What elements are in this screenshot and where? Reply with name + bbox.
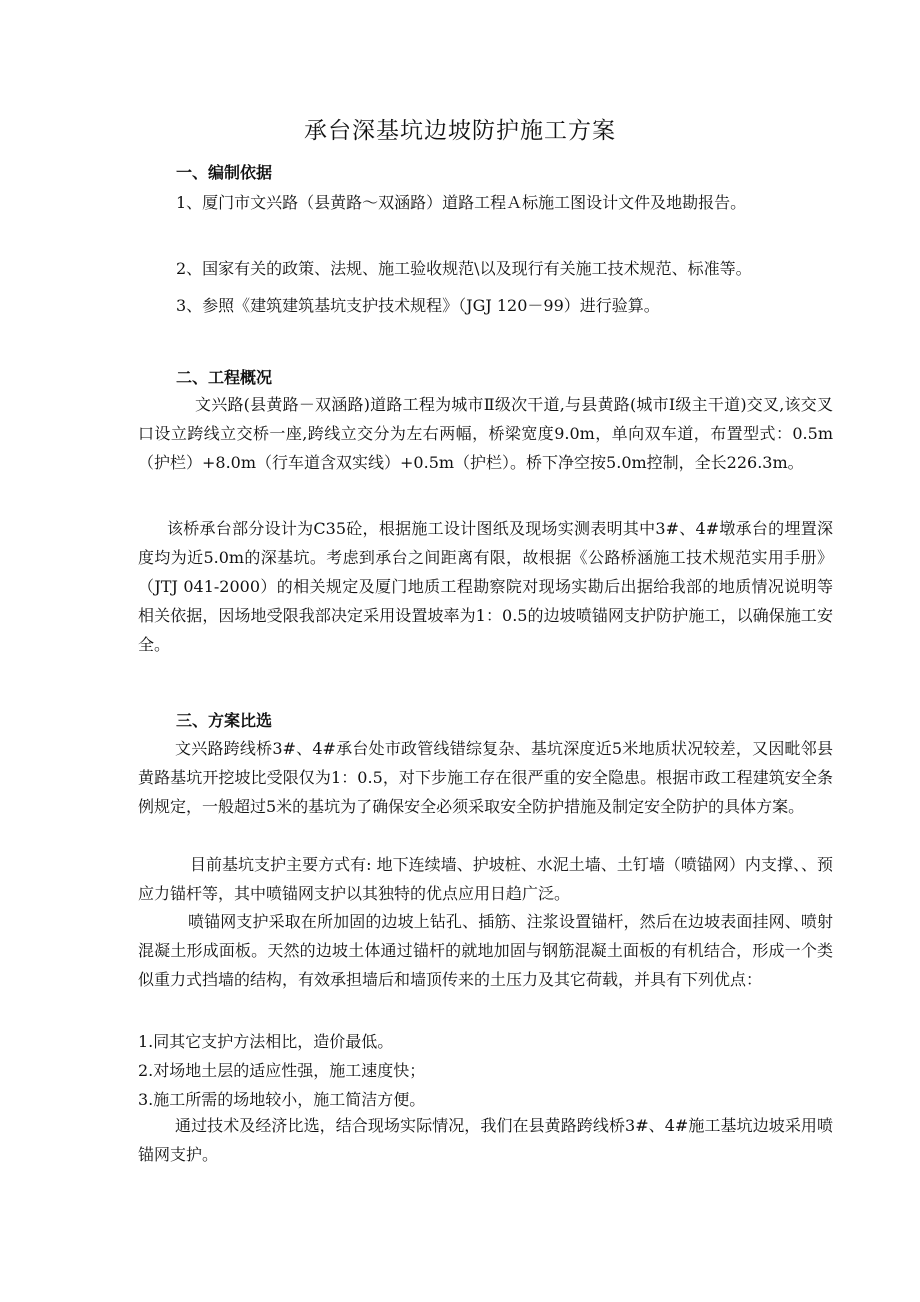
section-1-heading: 一、编制依据 [176, 163, 273, 182]
advantage-item-1: 1.同其它支护方法相比，造价最低。 [138, 1032, 394, 1051]
section-2-heading: 二、工程概况 [176, 368, 273, 387]
document-title: 承台深基坑边坡防护施工方案 [304, 118, 616, 144]
section-2-paragraph-2: 该桥承台部分设计为C35砼，根据施工设计图纸及现场实测表明其中3#、4#墩承台的埋置深度均为近5.0m的深基坑。考虑到承台之间距离有限，故根据《公路桥涵施工技术规范实用手册》（JTJ 041-2000）的相关规定及厦门地质工程勘察院对现场实勘后出据给我部的地质情况说明等相关依据，因场地受限我部决定采用设置坡率为1：0.5的边坡喷锚网支护防护施工，以确保施工安全。 [138, 519, 833, 654]
section-2-paragraph-1: 文兴路(县黄路－双涵路)道路工程为城市Ⅱ级次干道,与县黄路(城市Ⅰ级主干道)交叉,该交叉口设立跨线立交桥一座,跨线立交分为左右两幅，桥梁宽度9.0m，单向双车道，布置型式：0.5m（护栏）+8.0m（行车道含双实线）+0.5m（护栏）。桥下净空按5.0m控制，全长226.3m。 [138, 395, 833, 472]
section-1-item-1: 1、厦门市文兴路（县黄路～双涵路）道路工程Ａ标施工图设计文件及地勘报告。 [176, 193, 747, 212]
section-1-item-2: 2、国家有关的政策、法规、施工验收规范\以及现行有关施工技术规范、标准等。 [176, 259, 752, 278]
section-3-heading: 三、方案比选 [176, 711, 273, 730]
section-3-paragraph-1: 文兴路跨线桥3#、4#承台处市政管线错综复杂、基坑深度近5米地质状况较差，又因毗邻县黄路基坑开挖坡比受限仅为1：0.5，对下步施工存在很严重的安全隐患。根据市政工程建筑安全条例规定，一般超过5米的基坑为了确保安全必须采取安全防护措施及制定安全防护的具体方案。 [138, 739, 833, 816]
advantage-item-2: 2.对场地土层的适应性强，施工速度快； [138, 1061, 426, 1080]
section-3-paragraph-2: 目前基坑支护主要方式有: 地下连续墙、护坡桩、水泥土墙、土钉墙（喷锚网）内支撑、、预应力锚杆等，其中喷锚网支护以其独特的优点应用日趋广泛。 [138, 855, 833, 903]
section-1-item-3: 3、参照《建筑建筑基坑支护技术规程》（JGJ 120－99）进行验算。 [176, 296, 660, 315]
section-3-conclusion: 通过技术及经济比选，结合现场实际情况，我们在县黄路跨线桥3#、4#施工基坑边坡采用喷锚网支护。 [138, 1116, 833, 1164]
advantage-item-3: 3.施工所需的场地较小，施工简洁方便。 [138, 1090, 426, 1109]
section-3-paragraph-3: 喷锚网支护采取在所加固的边坡上钻孔、插筋、注浆设置锚杆，然后在边坡表面挂网、喷射混凝土形成面板。天然的边坡土体通过锚杆的就地加固与钢筋混凝土面板的有机结合，形成一个类似重力式挡墙的结构，有效承担墙后和墙顶传来的土压力及其它荷载，并具有下列优点： [138, 912, 833, 989]
